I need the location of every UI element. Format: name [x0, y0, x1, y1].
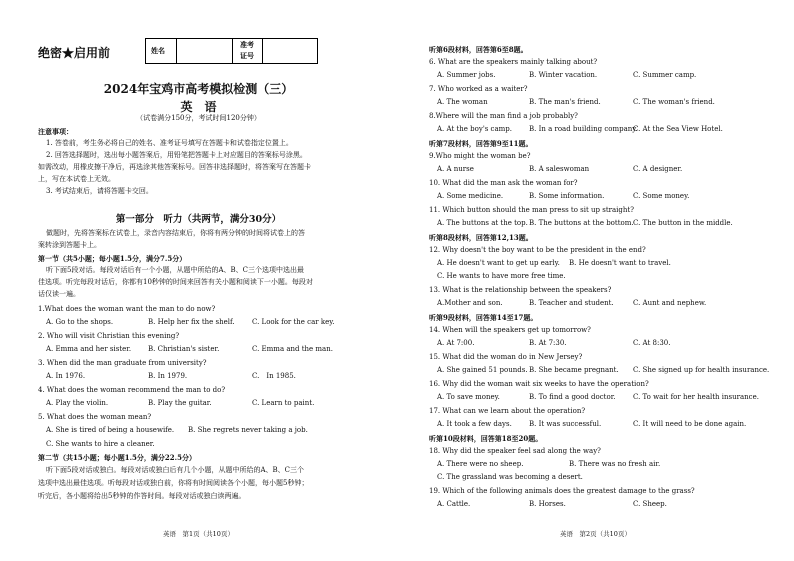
- option-b[interactable]: B. Winter vacation.: [529, 71, 598, 79]
- question-text: 5. What does the woman mean?: [38, 413, 152, 421]
- option-c[interactable]: C. The button in the middle.: [633, 219, 733, 227]
- option-b[interactable]: B. In a road building company.: [529, 125, 638, 133]
- option-a[interactable]: A. A nurse: [437, 165, 474, 173]
- option-b[interactable]: B. It was successful.: [529, 420, 602, 428]
- question-text: 14. When will the speakers get up tomorrow?: [429, 326, 591, 334]
- question-text: 18. Why did the speaker feel sad along the way?: [429, 447, 601, 455]
- note-line: 1. 答卷前，考生务必将自己的姓名、准考证号填写在答题卡和试卷指定位置上。: [46, 139, 293, 147]
- note-line: 如需改动，用橡皮擦干净后，再选涂其他答案标号。回答非选择题时，将答案写在答题卡: [38, 163, 311, 171]
- right-page: [397, 0, 794, 561]
- id-label-1: 准考: [240, 40, 254, 49]
- option-a[interactable]: A. Emma and her sister.: [46, 345, 132, 353]
- option-c[interactable]: C. The grassland was becoming a desert.: [437, 473, 583, 481]
- question-text: 19. Which of the following animals does the greatest damage to the grass?: [429, 487, 695, 495]
- option-c[interactable]: C. She wants to hire a cleaner.: [46, 440, 155, 448]
- option-b[interactable]: B. Teacher and student.: [529, 299, 614, 307]
- note-line: 2. 回答选择题时，选出每小题答案后，用铅笔把答题卡上对应题目的答案标号涂黑。: [46, 151, 307, 159]
- note-line: 上，写在本试卷上无效。: [38, 175, 115, 183]
- part1-intro: 做题时，先将答案标在试卷上，录音内容结束后，你将有两分钟的时间将试卷上的答: [46, 229, 305, 237]
- question-text: 9.Who might the woman be?: [429, 152, 531, 160]
- option-a[interactable]: A. At the boy's camp.: [437, 125, 512, 133]
- option-b[interactable]: B. Some information.: [529, 192, 605, 200]
- question-text: 7. Who worked as a waiter?: [429, 85, 528, 93]
- option-c[interactable]: C. A designer.: [633, 165, 683, 173]
- option-c[interactable]: C. Aunt and nephew.: [633, 299, 707, 307]
- option-b[interactable]: B. There was no fresh air.: [569, 460, 661, 468]
- option-b[interactable]: B. Horses.: [529, 500, 566, 508]
- question-text: 2. Who will visit Christian this evening?: [38, 332, 180, 340]
- option-c[interactable]: C. In 1985.: [252, 372, 296, 380]
- option-b[interactable]: B. He doesn't want to travel.: [569, 259, 671, 267]
- option-c[interactable]: C. The woman's friend.: [633, 98, 715, 106]
- option-a[interactable]: A. She gained 51 pounds.: [437, 366, 528, 374]
- id-field[interactable]: [263, 39, 317, 63]
- option-b[interactable]: B. In 1979.: [148, 372, 188, 380]
- option-a[interactable]: A. At 7:00.: [437, 339, 475, 347]
- question-text: 4. What does the woman recommend the man to do?: [38, 386, 226, 394]
- section1-intro: 话仅读一遍。: [38, 290, 80, 298]
- page-footer: 英语 第2页（共10页）: [560, 530, 631, 538]
- page-footer: 英语 第1页（共10页）: [163, 530, 234, 538]
- question-text: 16. Why did the woman wait six weeks to have the operation?: [429, 380, 649, 388]
- section1-title: 第一节（共5小题；每小题1.5分，满分7.5分）: [38, 254, 187, 263]
- option-a[interactable]: A. Cattle.: [437, 500, 471, 508]
- option-c[interactable]: C. To wait for her health insurance.: [633, 393, 759, 401]
- section1-intro: 佳选项。听完每段对话后，你都有10秒钟的时间来回答有关小题和阅读下一小题。每段对: [38, 278, 313, 286]
- question-text: 17. What can we learn about the operation?: [429, 407, 586, 415]
- name-id-box: [145, 38, 318, 64]
- question-text: 11. Which button should the man press to sit up straight?: [429, 206, 634, 214]
- id-label-2: 证号: [240, 51, 254, 60]
- option-a[interactable]: A. The woman: [437, 98, 488, 106]
- section-header: 听第10段材料，回答第18至20题。: [429, 434, 543, 443]
- name-label: 姓名: [151, 46, 165, 55]
- option-b[interactable]: B. A saleswoman: [529, 165, 590, 173]
- option-b[interactable]: B. The man's friend.: [529, 98, 601, 106]
- section2-intro: 听完后，各小题将给出5秒钟的作答时间。每段对话或独白读两遍。: [38, 492, 246, 500]
- question-text: 8.Where will the man find a job probably?: [429, 112, 578, 120]
- option-c[interactable]: C. Emma and the man.: [252, 345, 333, 353]
- section2-intro: 听下面5段对话或独白。每段对话或独白后有几个小题，从题中所给的A、B、C三个: [46, 466, 305, 474]
- exam-info: （试卷满分150分，考试时间120分钟）: [136, 114, 261, 122]
- section-header: 听第7段材料，回答第9至11题。: [429, 139, 533, 148]
- question-text: 10. What did the man ask the woman for?: [429, 179, 578, 187]
- notes-heading: 注意事项：: [38, 127, 73, 136]
- option-b[interactable]: B. The buttons at the bottom.: [529, 219, 634, 227]
- section1-intro: 听下面5段对话。每段对话后有一个小题，从题中所给的A、B、C三个选项中选出最: [46, 266, 305, 274]
- section2-title: 第二节（共15小题；每小题1.5分，满分22.5分）: [38, 453, 196, 462]
- option-c[interactable]: C. He wants to have more free time.: [437, 272, 566, 280]
- option-c[interactable]: C. Sheep.: [633, 500, 667, 508]
- option-a[interactable]: A. She is tired of being a housewife.: [46, 426, 175, 434]
- option-a[interactable]: A. Some medicine.: [437, 192, 504, 200]
- note-line: 3. 考试结束后，请将答题卡交回。: [46, 187, 153, 195]
- section-header: 听第9段材料，回答第14至17题。: [429, 313, 538, 322]
- question-text: 1.What does the woman want the man to do now?: [38, 305, 216, 313]
- option-a[interactable]: A. Go to the shops.: [46, 318, 114, 326]
- question-text: 15. What did the woman do in New Jersey?: [429, 353, 583, 361]
- option-c[interactable]: C. At the Sea View Hotel.: [633, 125, 723, 133]
- exam-title: 2024年宝鸡市高考模拟检测（三）: [103, 82, 294, 96]
- option-c[interactable]: C. She signed up for health insurance.: [633, 366, 770, 374]
- option-c[interactable]: C. Summer camp.: [633, 71, 697, 79]
- option-b[interactable]: B. Help her fix the shelf.: [148, 318, 235, 326]
- option-c[interactable]: C. Some money.: [633, 192, 690, 200]
- option-a[interactable]: A. Play the violin.: [46, 399, 109, 407]
- option-a[interactable]: A.Mother and son.: [437, 299, 503, 307]
- option-a[interactable]: A. He doesn't want to get up early.: [437, 259, 560, 267]
- subject-title: 英 语: [180, 100, 217, 114]
- section-header: 听第8段材料，回答第12,13题。: [429, 233, 533, 242]
- option-a[interactable]: A. It took a few days.: [437, 420, 512, 428]
- option-b[interactable]: B. At 7:30.: [529, 339, 567, 347]
- confidential-label: 绝密★启用前: [38, 46, 111, 60]
- option-a[interactable]: A. Summer jobs.: [437, 71, 496, 79]
- option-c[interactable]: C. Learn to paint.: [252, 399, 315, 407]
- question-text: 13. What is the relationship between the speakers?: [429, 286, 612, 294]
- option-a[interactable]: A. In 1976.: [46, 372, 86, 380]
- option-a[interactable]: A. The buttons at the top.: [437, 219, 528, 227]
- part1-title: 第一部分 听力（共两节，满分30分）: [115, 214, 282, 225]
- option-b[interactable]: B. To find a good doctor.: [529, 393, 616, 401]
- option-c[interactable]: C. At 8:30.: [633, 339, 671, 347]
- option-b[interactable]: B. Christian's sister.: [148, 345, 220, 353]
- option-b[interactable]: B. Play the guitar.: [148, 399, 212, 407]
- question-text: 6. What are the speakers mainly talking about?: [429, 58, 598, 66]
- option-b[interactable]: B. She became pregnant.: [529, 366, 619, 374]
- section-header: 听第6段材料，回答第6至8题。: [429, 45, 528, 54]
- question-text: 3. When did the man graduate from university?: [38, 359, 207, 367]
- name-field[interactable]: [177, 39, 233, 63]
- part1-intro: 案转涂到答题卡上。: [38, 241, 101, 249]
- option-a[interactable]: A. To save money.: [437, 393, 500, 401]
- section2-intro: 选项中选出最佳选项。听每段对话或独白前，你将有时间阅读各个小题，每小题5秒钟；: [38, 479, 309, 487]
- option-c[interactable]: C. Look for the car key.: [252, 318, 335, 326]
- option-c[interactable]: C. It will need to be done again.: [633, 420, 747, 428]
- option-a[interactable]: A. There were no sheep.: [437, 460, 524, 468]
- question-text: 12. Why doesn't the boy want to be the president in the end?: [429, 246, 646, 254]
- option-b[interactable]: B. She regrets never taking a job.: [188, 426, 308, 434]
